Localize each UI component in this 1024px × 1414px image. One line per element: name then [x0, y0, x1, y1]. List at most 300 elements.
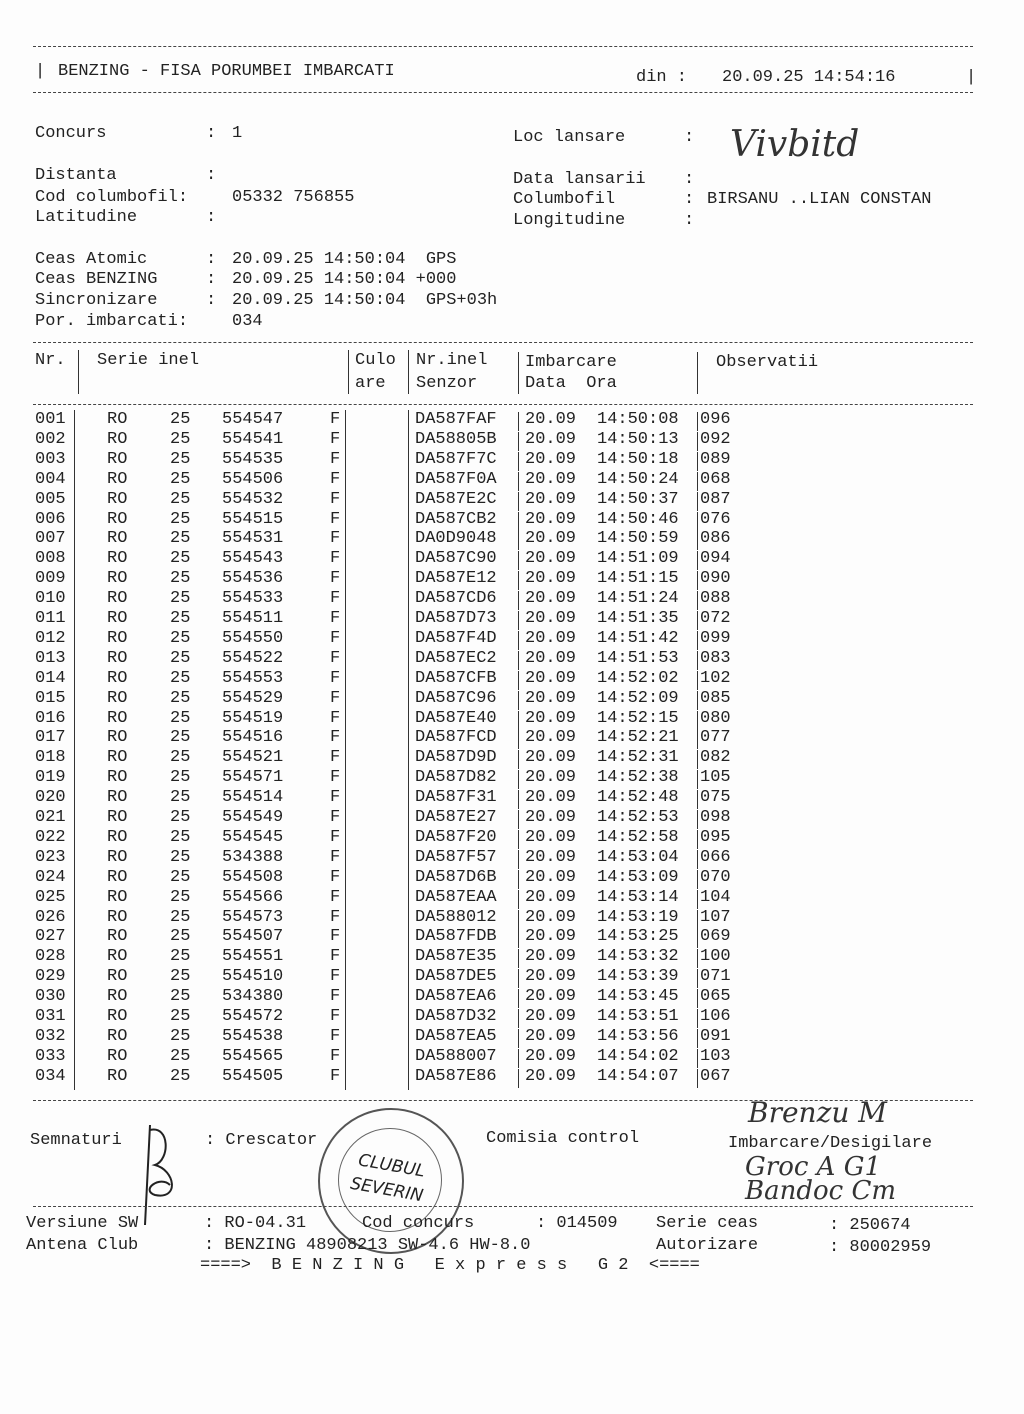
divider [33, 342, 973, 343]
row-time: 14:52:31 [597, 748, 679, 768]
row-year: 25 [170, 1007, 191, 1026]
col-divider [518, 1069, 519, 1088]
table-row [0, 609, 1024, 629]
col-divider [518, 611, 519, 630]
col-divider [697, 551, 698, 570]
table-row [0, 947, 1024, 967]
table-row [0, 728, 1024, 748]
row-date: 20.09 [525, 748, 577, 768]
row-observatii: 076 [700, 509, 731, 529]
col-header-nr: Nr. [35, 351, 66, 370]
row-sensor: DA587D9D [415, 748, 497, 768]
crescator-signature [130, 1120, 190, 1230]
row-observatii: 107 [700, 907, 731, 927]
row-observatii: 065 [700, 987, 731, 1007]
row-time: 14:53:51 [597, 1007, 679, 1026]
col-divider [518, 531, 519, 550]
row-date: 20.09 [525, 907, 577, 927]
row-country: RO [107, 808, 128, 827]
row-country: RO [107, 569, 128, 589]
table-row [0, 1067, 1024, 1087]
handwritten-name-2: Groc A G1 [745, 1152, 882, 1182]
row-observatii: 094 [700, 549, 731, 569]
row-nr: 026 [35, 907, 66, 927]
col-divider [697, 929, 698, 948]
row-date: 20.09 [525, 1026, 577, 1046]
table-row [0, 1007, 1024, 1027]
row-observatii: 098 [700, 808, 731, 827]
imbarcare-desigilare-label: Imbarcare/Desigilare [728, 1134, 933, 1153]
row-time: 14:50:24 [597, 469, 679, 489]
crescator-label: : Crescator [205, 1131, 318, 1150]
row-year: 25 [170, 728, 191, 748]
col-divider [518, 790, 519, 809]
col-divider [697, 512, 698, 531]
row-country: RO [107, 987, 128, 1007]
row-observatii: 086 [700, 529, 731, 549]
cod-concurs-label: Cod concurs [362, 1214, 475, 1233]
row-sensor: DA587EAA [415, 887, 497, 907]
row-time: 14:53:09 [597, 867, 679, 887]
colon: : [206, 270, 217, 289]
row-sex: F [330, 609, 341, 628]
row-sensor: DA58805B [415, 429, 497, 449]
row-sensor: DA587EA5 [415, 1026, 497, 1046]
row-ring-number: 554511 [222, 609, 284, 628]
autorizare-value: : 80002959 [829, 1238, 932, 1257]
row-sensor: DA587F0A [415, 469, 497, 489]
row-year: 25 [170, 1026, 191, 1046]
row-nr: 018 [35, 748, 66, 768]
row-time: 14:51:24 [597, 589, 679, 609]
row-date: 20.09 [525, 1066, 577, 1086]
row-year: 25 [170, 768, 191, 788]
row-time: 14:53:25 [597, 927, 679, 947]
porumbei-imbarcati-value: 034 [232, 312, 263, 331]
row-sensor: DA587E86 [415, 1066, 497, 1086]
col-divider [697, 631, 698, 650]
row-sensor: DA588007 [415, 1046, 497, 1066]
row-year: 25 [170, 847, 191, 867]
stamp-text-1: CLUBUL [356, 1150, 427, 1182]
row-sex: F [330, 469, 341, 489]
serie-ceas-value: : 250674 [829, 1216, 911, 1235]
col-header-culoare: Culo [355, 351, 396, 370]
row-sensor: DA587E27 [415, 808, 497, 827]
handwritten-name-3: Bandoc Cm [745, 1176, 897, 1206]
row-nr: 016 [35, 708, 66, 728]
row-date: 20.09 [525, 728, 577, 748]
row-observatii: 105 [700, 768, 731, 788]
row-time: 14:51:53 [597, 648, 679, 668]
row-nr: 034 [35, 1066, 66, 1086]
row-sex: F [330, 429, 341, 449]
row-ring-number: 554565 [222, 1046, 284, 1066]
table-row [0, 629, 1024, 649]
row-ring-number: 554545 [222, 827, 284, 847]
row-date: 20.09 [525, 708, 577, 728]
col-header-serie-inel: Serie inel [97, 351, 200, 370]
col-divider [74, 410, 75, 1090]
row-sex: F [330, 907, 341, 927]
row-country: RO [107, 429, 128, 449]
col-divider [518, 750, 519, 769]
col-divider [697, 1029, 698, 1048]
row-observatii: 071 [700, 967, 731, 987]
serie-ceas-label: Serie ceas [656, 1214, 759, 1233]
row-sex: F [330, 987, 341, 1007]
row-time: 14:53:14 [597, 887, 679, 907]
row-sensor: DA587FCD [415, 728, 497, 748]
row-country: RO [107, 827, 128, 847]
colon: : [206, 124, 227, 143]
row-nr: 007 [35, 529, 66, 549]
col-divider [408, 350, 409, 394]
row-sensor: DA587D32 [415, 1007, 497, 1026]
columbofil-value: BIRSANU ..LIAN CONSTAN [707, 190, 932, 209]
col-divider [697, 870, 698, 889]
col-divider [697, 1009, 698, 1028]
din-label: din : [636, 68, 688, 87]
col-divider [697, 830, 698, 849]
title-bar-left: | [35, 62, 46, 81]
col-divider [518, 1029, 519, 1048]
col-divider [408, 410, 409, 1090]
row-ring-number: 554514 [222, 788, 284, 808]
row-nr: 002 [35, 429, 66, 449]
row-time: 14:53:04 [597, 847, 679, 867]
row-nr: 005 [35, 489, 66, 509]
col-divider [697, 949, 698, 968]
row-sex: F [330, 529, 341, 549]
row-sex: F [330, 648, 341, 668]
row-date: 20.09 [525, 867, 577, 887]
table-row [0, 549, 1024, 569]
row-ring-number: 554521 [222, 748, 284, 768]
row-observatii: 090 [700, 569, 731, 589]
row-nr: 033 [35, 1046, 66, 1066]
row-date: 20.09 [525, 609, 577, 628]
col-divider [518, 929, 519, 948]
row-ring-number: 554573 [222, 907, 284, 927]
row-sex: F [330, 1007, 341, 1026]
row-ring-number: 554550 [222, 628, 284, 648]
row-date: 20.09 [525, 489, 577, 509]
col-header-data-ora: Data Ora [525, 374, 617, 393]
row-ring-number: 554566 [222, 887, 284, 907]
row-country: RO [107, 967, 128, 987]
porumbei-imbarcati-label: Por. imbarcati: [35, 312, 189, 331]
row-sex: F [330, 947, 341, 967]
table-row [0, 589, 1024, 609]
col-divider [697, 651, 698, 670]
row-ring-number: 554505 [222, 1066, 284, 1086]
row-nr: 009 [35, 569, 66, 589]
row-date: 20.09 [525, 509, 577, 529]
row-time: 14:50:37 [597, 489, 679, 509]
col-divider [697, 571, 698, 590]
row-time: 14:50:59 [597, 529, 679, 549]
row-time: 14:51:15 [597, 569, 679, 589]
row-year: 25 [170, 410, 191, 429]
row-ring-number: 554529 [222, 688, 284, 708]
row-year: 25 [170, 589, 191, 609]
row-observatii: 077 [700, 728, 731, 748]
document-title: BENZING - FISA PORUMBEI IMBARCATI [58, 62, 395, 81]
row-sensor: DA587F20 [415, 827, 497, 847]
row-country: RO [107, 1026, 128, 1046]
col-divider [518, 412, 519, 431]
row-country: RO [107, 688, 128, 708]
versiune-sw-value: : RO-04.31 [204, 1214, 307, 1233]
col-divider [518, 770, 519, 789]
row-ring-number: 554535 [222, 449, 284, 469]
row-observatii: 091 [700, 1026, 731, 1046]
row-sensor: DA587C90 [415, 549, 497, 569]
row-nr: 019 [35, 768, 66, 788]
row-sensor: DA587F57 [415, 847, 497, 867]
row-observatii: 099 [700, 628, 731, 648]
row-sensor: DA587DE5 [415, 967, 497, 987]
row-sensor: DA587F7C [415, 449, 497, 469]
col-divider [518, 691, 519, 710]
col-divider [697, 412, 698, 431]
row-sex: F [330, 927, 341, 947]
row-country: RO [107, 589, 128, 609]
row-sex: F [330, 509, 341, 529]
row-country: RO [107, 628, 128, 648]
row-year: 25 [170, 668, 191, 688]
col-divider [697, 452, 698, 471]
col-divider [697, 531, 698, 550]
row-sex: F [330, 967, 341, 987]
row-observatii: 083 [700, 648, 731, 668]
row-observatii: 104 [700, 887, 731, 907]
row-ring-number: 554508 [222, 867, 284, 887]
row-sex: F [330, 489, 341, 509]
row-time: 14:51:42 [597, 628, 679, 648]
row-country: RO [107, 1007, 128, 1026]
title-bar-right: | [966, 68, 977, 87]
row-ring-number: 554551 [222, 947, 284, 967]
col-divider [518, 870, 519, 889]
row-country: RO [107, 947, 128, 967]
col-divider [518, 989, 519, 1008]
row-nr: 017 [35, 728, 66, 748]
row-observatii: 106 [700, 1007, 731, 1026]
row-country: RO [107, 509, 128, 529]
table-row [0, 430, 1024, 450]
print-timestamp: 20.09.25 14:54:16 [722, 68, 896, 87]
col-divider [518, 571, 519, 590]
row-ring-number: 554515 [222, 509, 284, 529]
row-year: 25 [170, 927, 191, 947]
row-year: 25 [170, 469, 191, 489]
row-sex: F [330, 1066, 341, 1086]
col-divider [518, 850, 519, 869]
row-nr: 023 [35, 847, 66, 867]
comisia-control-label: Comisia control [486, 1129, 640, 1148]
semnaturi-label: Semnaturi [30, 1131, 122, 1150]
row-observatii: 088 [700, 589, 731, 609]
row-country: RO [107, 748, 128, 768]
row-sensor: DA587D82 [415, 768, 497, 788]
row-country: RO [107, 1066, 128, 1086]
row-observatii: 102 [700, 668, 731, 688]
row-date: 20.09 [525, 449, 577, 469]
row-nr: 006 [35, 509, 66, 529]
row-country: RO [107, 907, 128, 927]
table-row [0, 450, 1024, 470]
table-row [0, 828, 1024, 848]
col-divider [518, 551, 519, 570]
row-country: RO [107, 609, 128, 628]
row-time: 14:52:48 [597, 788, 679, 808]
col-divider [518, 432, 519, 451]
col-divider [697, 810, 698, 829]
colon: : [684, 170, 695, 189]
row-observatii: 092 [700, 429, 731, 449]
col-divider [518, 352, 519, 394]
row-date: 20.09 [525, 808, 577, 827]
row-country: RO [107, 927, 128, 947]
table-row [0, 569, 1024, 589]
col-divider [697, 1069, 698, 1088]
row-ring-number: 554547 [222, 410, 284, 429]
row-country: RO [107, 847, 128, 867]
row-sensor: DA0D9048 [415, 529, 497, 549]
row-date: 20.09 [525, 529, 577, 549]
row-ring-number: 554553 [222, 668, 284, 688]
row-observatii: 067 [700, 1066, 731, 1086]
row-country: RO [107, 668, 128, 688]
row-nr: 030 [35, 987, 66, 1007]
row-year: 25 [170, 887, 191, 907]
row-date: 20.09 [525, 987, 577, 1007]
colon: : [684, 128, 695, 147]
row-date: 20.09 [525, 549, 577, 569]
row-year: 25 [170, 489, 191, 509]
row-sensor: DA587D6B [415, 867, 497, 887]
row-nr: 020 [35, 788, 66, 808]
benzing-express-banner: ====> B E N Z I N G E x p r e s s G 2 <==== [200, 1256, 700, 1275]
row-nr: 015 [35, 688, 66, 708]
row-year: 25 [170, 788, 191, 808]
table-row [0, 967, 1024, 987]
row-ring-number: 554519 [222, 708, 284, 728]
col-divider [697, 591, 698, 610]
data-lansarii-label: Data lansarii [513, 170, 646, 189]
row-year: 25 [170, 808, 191, 827]
row-ring-number: 554572 [222, 1007, 284, 1026]
versiune-sw-label: Versiune SW [26, 1214, 139, 1233]
row-date: 20.09 [525, 967, 577, 987]
row-sex: F [330, 449, 341, 469]
col-divider [345, 410, 346, 1090]
col-header-observatii: Observatii [716, 353, 819, 372]
row-sex: F [330, 1046, 341, 1066]
row-country: RO [107, 867, 128, 887]
row-date: 20.09 [525, 1046, 577, 1066]
row-time: 14:50:46 [597, 509, 679, 529]
table-row [0, 888, 1024, 908]
row-observatii: 075 [700, 788, 731, 808]
col-divider [697, 969, 698, 988]
row-observatii: 085 [700, 688, 731, 708]
row-observatii: 080 [700, 708, 731, 728]
col-divider [697, 790, 698, 809]
row-observatii: 100 [700, 947, 731, 967]
row-time: 14:53:45 [597, 987, 679, 1007]
cod-columbofil-value: 05332 756855 [232, 188, 355, 207]
col-divider [518, 969, 519, 988]
row-year: 25 [170, 907, 191, 927]
row-year: 25 [170, 987, 191, 1007]
row-observatii: 070 [700, 867, 731, 887]
row-year: 25 [170, 648, 191, 668]
table-row [0, 848, 1024, 868]
row-sensor: DA587EC2 [415, 648, 497, 668]
row-nr: 025 [35, 887, 66, 907]
row-time: 14:52:58 [597, 827, 679, 847]
colon: : [206, 291, 217, 310]
table-row [0, 490, 1024, 510]
row-sex: F [330, 827, 341, 847]
row-date: 20.09 [525, 569, 577, 589]
col-divider [697, 691, 698, 710]
row-sex: F [330, 808, 341, 827]
row-year: 25 [170, 449, 191, 469]
loc-lansare-handwritten: Vivbitd [730, 124, 860, 165]
row-year: 25 [170, 1066, 191, 1086]
row-observatii: 087 [700, 489, 731, 509]
row-sensor: DA587E35 [415, 947, 497, 967]
col-divider [697, 730, 698, 749]
row-sex: F [330, 569, 341, 589]
row-sex: F [330, 688, 341, 708]
row-sex: F [330, 748, 341, 768]
col-divider [697, 1049, 698, 1068]
row-time: 14:52:21 [597, 728, 679, 748]
row-sex: F [330, 549, 341, 569]
col-divider [518, 890, 519, 909]
sincronizare-label: Sincronizare [35, 291, 158, 310]
col-divider [518, 1049, 519, 1068]
row-date: 20.09 [525, 847, 577, 867]
autorizare-label: Autorizare [656, 1236, 759, 1255]
row-date: 20.09 [525, 688, 577, 708]
row-sensor: DA587FAF [415, 410, 497, 429]
table-row [0, 808, 1024, 828]
row-time: 14:52:02 [597, 668, 679, 688]
col-divider [518, 631, 519, 650]
row-year: 25 [170, 1046, 191, 1066]
col-divider [78, 350, 79, 394]
ceas-atomic-label: Ceas Atomic [35, 250, 148, 269]
row-ring-number: 554536 [222, 569, 284, 589]
distanta-label: Distanta [35, 166, 117, 185]
row-year: 25 [170, 827, 191, 847]
row-sensor: DA587D73 [415, 609, 497, 628]
ceas-atomic-value: 20.09.25 14:50:04 GPS [232, 250, 457, 269]
row-ring-number: 554543 [222, 549, 284, 569]
row-nr: 022 [35, 827, 66, 847]
row-date: 20.09 [525, 589, 577, 609]
row-date: 20.09 [525, 628, 577, 648]
col-divider [697, 770, 698, 789]
antena-club-value: : BENZING 48908213 SW-4.6 HW-8.0 [204, 1236, 531, 1255]
row-nr: 021 [35, 808, 66, 827]
